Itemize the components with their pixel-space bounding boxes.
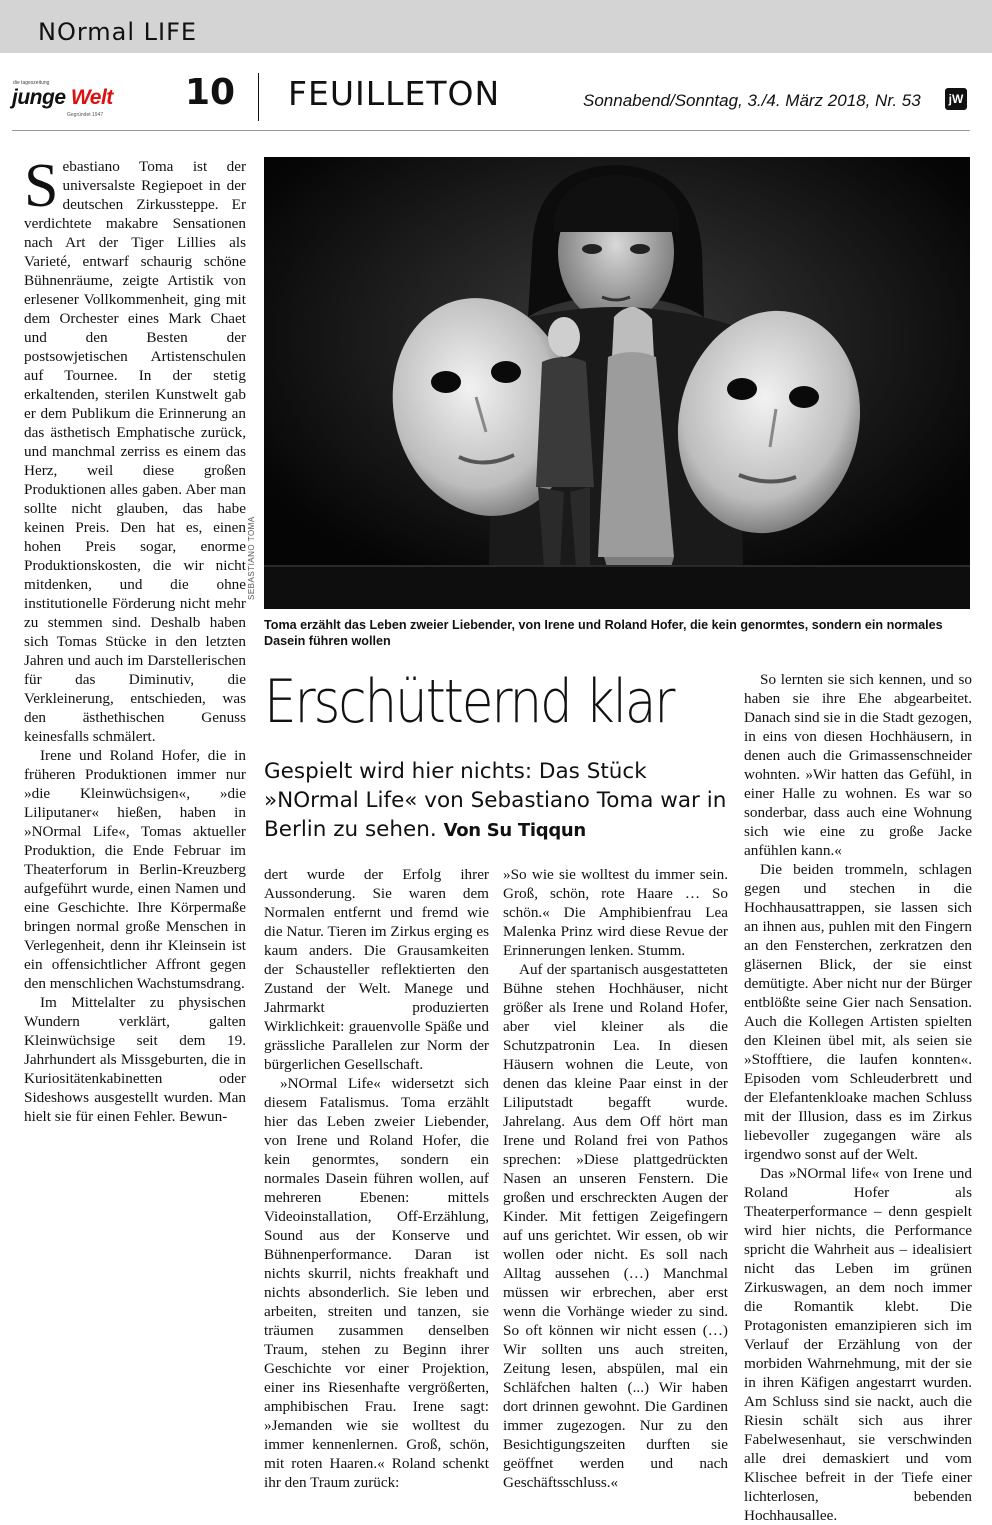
paragraph: »So wie sie wolltest du immer sein. Groß, schön, rote Haare … So schön.« Die Amphibienfrau Lea Malenka Prinz wird diese Revue der Erinnerungen lenken. Stumm. <box>503 866 728 959</box>
paragraph: So lernten sie sich kennen, und so haben sie ihre Ehe abgearbeitet. Danach sind sie in die Stadt gezogen, in eins von diesen Hochhäusern, in denen auch die Grimassenschneider wohnten. »Wir hatten das Gefühl, in einer Halle zu wohnen. Es war so sonderbar, dass auch eine Wohnung sich wie eine zu große Jacke anfühlen kann.« <box>744 671 972 859</box>
stage-photo-illustration <box>264 157 970 609</box>
top-bar <box>0 0 992 53</box>
byline: Von Su Tiqqun <box>443 820 586 841</box>
paragraph: Auf der spartanisch ausgestatteten Bühne stehen Hochhäuser, nicht größer als Irene und Roland Hofer, aber viel kleiner als die Schutzpatronin Lea. In diesen Häusern wohnen die Leute, von denen das kleine Paar einst in der Liliputstadt begafft wurde. Jahrelang. Aus dem Off hört man Irene und Roland frei von Pathos sprechen: »Diese plattgedrückten Nasen an unseren Fenstern. Die großen und erschreckten Augen der Kinder. Mit fettigen Zeigefingern auf uns gerichtet. Wir essen, ob wir wollen oder nicht. Es soll nach Alltag aussehen (…) Manchmal müssen wir erbrechen, aber erst wenn die Vorhänge wieder zu sind. So oft können wir nicht essen (…) Wir sollten uns auch streiten, Zeitung lesen, abspülen, mal ein Schläfchen halten (...) Wir haben dort drinnen gewohnt. Die Gardinen immer zugezogen. Nur zu den Besichtigungszeiten durften sie geöffnet werden und nach Geschäftsschluss.« <box>503 961 728 1491</box>
logo-tagline: die tageszeitung <box>13 80 50 86</box>
paragraph: Im Mittelalter zu physischen Wundern verklärt, galten Kleinwüchsige seit dem 19. Jahrhundert als Missgeburten, die in Kuriositätenkabinetten oder Sideshows ausgestellt wurden. Man hielt sie für einen Fehler. Bewun- <box>24 994 246 1125</box>
article-column-2 <box>264 865 489 1492</box>
section-title: FEUILLETON <box>288 74 501 113</box>
photo-caption: Toma erzählt das Leben zweier Liebender, von Irene und Roland Hofer, die kein genormtes, sondern ein normales Dasein führen wollen <box>264 618 943 648</box>
article-column-1 <box>24 152 246 1126</box>
masthead-divider <box>258 73 259 121</box>
page-label: NOrmal LIFE <box>38 18 198 46</box>
paragraph: Sebastiano Toma ist der universalste Regiepoet in der deutschen Zirkussteppe. Er verdichtete makabre Sensationen nach Art der Tiger Lillies als Varieté, entwarf schaurig schöne Bühnenräume, zeigte Artistik von erlesener Vollkommenheit, ging mit dem Orchester eines Mark Chaet und den Besten der postsowjetischen Artistenschulen auf Tournee. In der stetig erkaltenden, sterilen Kunstwelt gab er dem Publikum die Erinnerung an das ästhetisch Emphatische zurück, und manchmal zerriss es einem das Herz, weil diese großen Produktionen alles gaben. Aber man sollte nicht glauben, das habe keinen Preis. Den hat es, einen hohen Preis sogar, enorme Produktionskosten, die wir nicht mitdenken, und die ohne institutionelle Förderung nicht mehr zu stemmen sind. Deshalb haben sich Tomas Stücke in den letzten Jahren und auch im Darstellerischen für das Diminutiv, die Verkleinerung, entschieden, was den ästhethischen Genuss keinesfalls schmälert. <box>24 152 246 745</box>
paragraph: Irene und Roland Hofer, die in früheren Produktionen immer nur »die Kleinwüchsigen«, »die Liliputaner« hießen, haben in »NOrmal Life«, Tomas aktueller Produktion, die Ende Februar im Theaterforum in Berlin-Kreuzberg aufgeführt wurde, einen Namen und eine Geschichte. Ihre Körpermaße bringen normal große Menschen in Verlegenheit, denn ihr Kleinsein ist ein offensichtlicher Affront gegen den menschlichen Wachstumsdrang. <box>24 747 246 992</box>
article-column-4 <box>744 670 972 1525</box>
logo-founded: Gegründet 1947 <box>67 112 104 118</box>
paragraph: Die beiden trommeln, schlagen gegen und stechen in die Hochhausattrappen, sie lassen sich an ihnen aus, puhlen mit den Fingern an den Fensterchen, zerkratzen den gläsernen Blick, der sie einst demütigte. Aber nicht nur der Bürger entblößte seine Gier nach Sensation. Auch die Kollegen Artisten spielten den Kleinen übel mit, als seien sie »Stofftiere, die laufen konnten«. Episoden vom Schleuderbrett und der Elefantenkloake machen Schluss mit der Illusion, dass es im Zirkus liebevoller zugegangen wäre als irgendwo sonst auf der Welt. <box>744 861 972 1163</box>
article-headline: Erschütternd klar <box>264 667 674 737</box>
article-column-3 <box>503 865 728 1492</box>
logo-name: junge Welt <box>12 86 113 109</box>
drop-cap: S <box>24 152 59 220</box>
paragraph: »NOrmal Life« widersetzt sich diesem Fatalismus. Toma erzählt hier das Leben zweier Liebender, von Irene und Roland Hofer, die kein genormtes, sondern ein normales Dasein führen wollen, auf mehreren Ebenen: mittels Videoinstallation, Off-Erzählung, Sound aus der Konserve und Bühnenperformance. Daran ist nichts skurril, nichts freakhaft und nichts absonderlich. Sie leben und arbeiten, streiten und tanzen, sie träumen zusammen denselben Traum, stehen zu Beginn ihrer Geschichte vor einer Projektion, einer ins Riesenhafte vergrößerten, amphibischen Frau. Irene sagt: »Jemanden wie sie wolltest du immer kennenlernen. Groß, schön, mit roten Haaren.« Roland schenkt ihr den Traum zurück: <box>264 1075 489 1491</box>
photo-credit: SEBASTIANO TOMA <box>247 516 256 600</box>
issue-dateline: Sonnabend/Sonntag, 3./4. März 2018, Nr. 53 <box>583 91 921 110</box>
paragraph: dert wurde der Erfolg ihrer Aussonderung. Sie waren dem Normalen entfernt und fremd wie die Natur. Tieren im Zirkus erging es kaum anders. Die Grausamkeiten der Schausteller reflektierten den Zustand der Welt. Manege und Jahrmarkt produzierten Wirklichkeit: grauenvolle Späße und grässliche Parallelen zur Norm der bürgerlichen Gesellschaft. <box>264 866 489 1073</box>
newspaper-logo[interactable] <box>12 80 132 120</box>
masthead-rule <box>12 130 970 131</box>
article-photo <box>264 157 970 609</box>
jw-badge-icon: jW <box>945 88 967 110</box>
paragraph: Das »NOrmal life« von Irene und Roland Hofer als Theaterperformance – denn gespielt wird hier nichts, die Performance spricht die Wahrheit aus – idealisiert nicht das Leben im grünen Zirkuswagen, an dem noch immer die Romantik klebt. Die Protagonisten emanzipieren sich im Verlauf der Erzählung von der morbiden Wahrnehmung, mit der sie in ihren Käfigen angestarrt wurden. Am Schluss sind sie nackt, auch die Riesin schält sich aus ihrer Fabelwesenhaut, sie verschwinden alle drei demaskiert und vom Klischee befreit in der Tiefe einer lichterlosen, bebenden Hochhausallee. <box>744 1165 972 1524</box>
page-number: 10 <box>185 72 236 113</box>
article-deck: Gespielt wird hier nichts: Das Stück »NOrmal Life« von Sebastiano Toma war in Berlin zu sehen. Von Su Tiqqun <box>264 759 727 842</box>
